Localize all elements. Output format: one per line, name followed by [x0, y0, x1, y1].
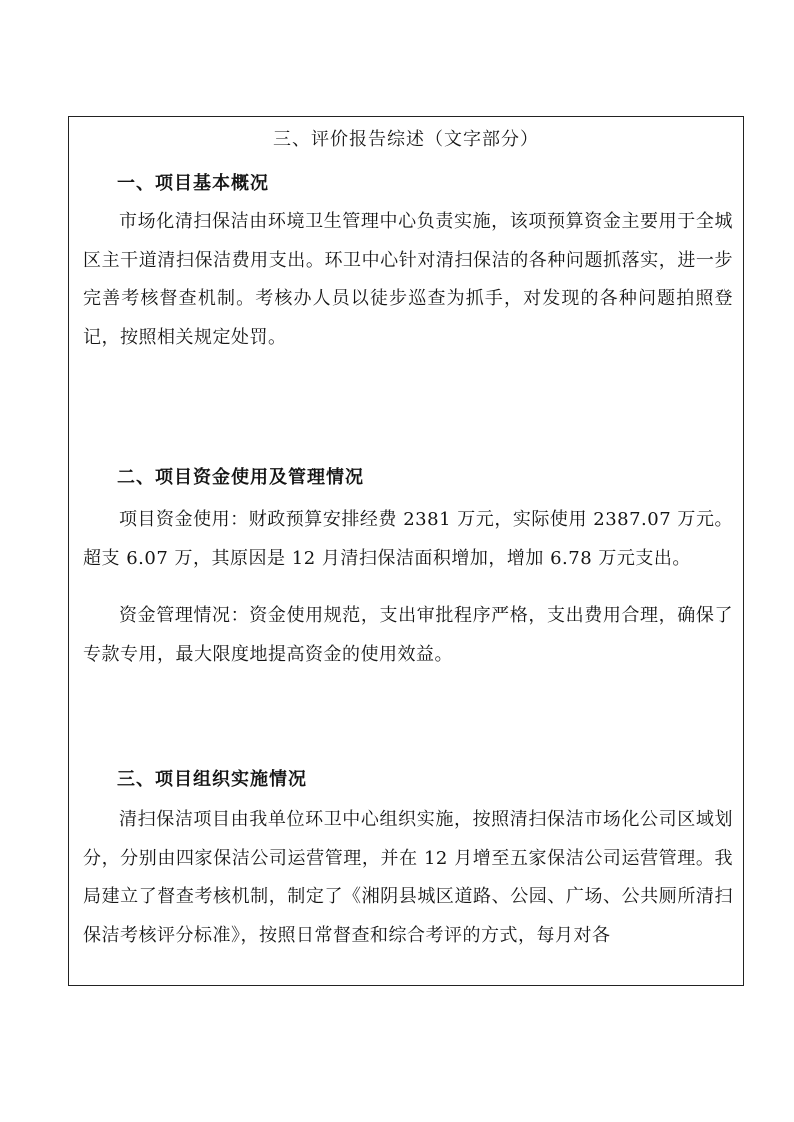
report-title: 三、评价报告综述（文字部分）: [273, 129, 539, 150]
section-heading-implementation: 三、项目组织实施情况: [117, 769, 307, 790]
paragraph-funds-management: 资金管理情况：资金使用规范，支出审批程序严格，支出费用合理，确保了专款专用，最大限度地提高资金的使用效益。: [83, 605, 733, 665]
report-frame: [68, 116, 744, 986]
section-heading-funds: 二、项目资金使用及管理情况: [117, 467, 364, 488]
paragraph-overview: 市场化清扫保洁由环境卫生管理中心负责实施，该项预算资金主要用于全城区主干道清扫保洁费用支出。环卫中心针对清扫保洁的各种问题抓落实，进一步完善考核督查机制。考核办人员以徒步巡查为抓手，对发现的各种问题拍照登记，按照相关规定处罚。: [83, 211, 733, 348]
paragraph-implementation: 清扫保洁项目由我单位环卫中心组织实施，按照清扫保洁市场化公司区域划分，分别由四家保洁公司运营管理，并在 12 月增至五家保洁公司运营管理。我局建立了督查考核机制，制定了《湘阴县城区道路、公园、广场、公共厕所清扫保洁考核评分标准》，按照日常督查和综合考评的方式，每月对各: [83, 809, 733, 946]
paragraph-funds-usage: 项目资金使用：财政预算安排经费 2381 万元，实际使用 2387.07 万元。超支 6.07 万，其原因是 12 月清扫保洁面积增加，增加 6.78 万元支出。: [83, 509, 733, 569]
section-heading-overview: 一、项目基本概况: [117, 173, 269, 194]
